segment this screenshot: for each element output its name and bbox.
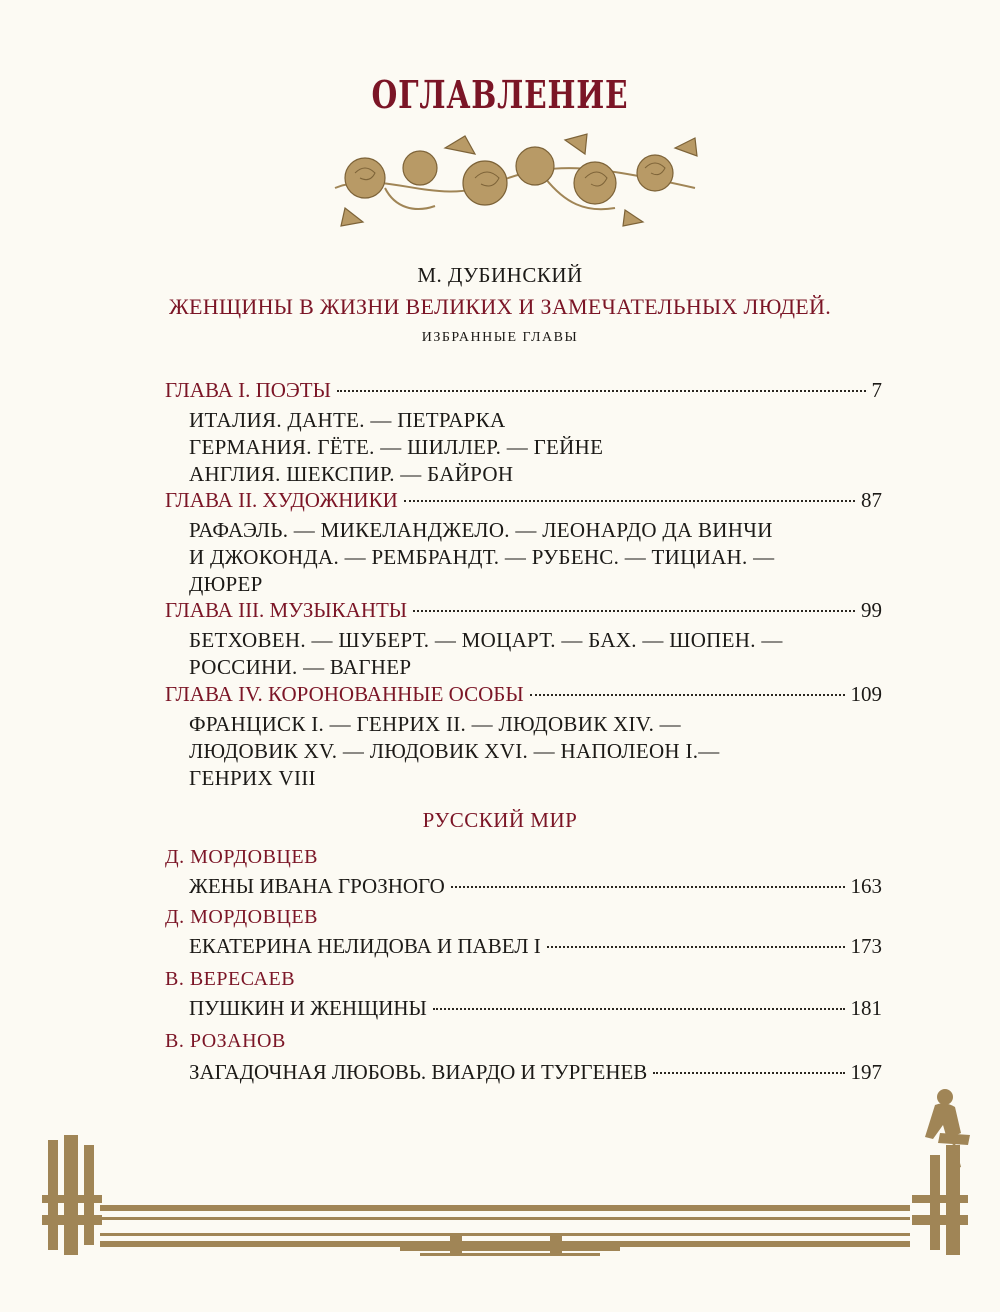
page-number: 181 <box>850 996 882 1020</box>
toc-work[interactable] <box>189 934 882 959</box>
work-title: ПУШКИН И ЖЕНЩИНЫ <box>189 996 427 1020</box>
book-subtitle: ИЗБРАННЫЕ ГЛАВЫ <box>421 330 579 345</box>
chapter-subline: ЛЮДОВИК XV. — ЛЮДОВИК XVI. — НАПОЛЕОН I.— <box>189 739 720 763</box>
page-number: 99 <box>861 598 882 622</box>
toc-chapter[interactable] <box>165 378 882 488</box>
dot-leader <box>653 1072 844 1074</box>
chapter-subline: АНГЛИЯ. ШЕКСПИР. — БАЙРОН <box>189 462 514 486</box>
work-title: ЕКАТЕРИНА НЕЛИДОВА И ПАВЕЛ I <box>189 934 541 958</box>
chapter-subline: БЕТХОВЕН. — ШУБЕРТ. — МОЦАРТ. — БАХ. — ШОПЕН. — <box>189 628 783 652</box>
page-number: 87 <box>861 488 882 512</box>
work-title: ЖЕНЫ ИВАНА ГРОЗНОГО <box>189 874 445 898</box>
work-author: В. ВЕРЕСАЕВ <box>165 968 296 990</box>
dot-leader <box>530 694 845 696</box>
dot-leader <box>547 946 845 948</box>
page-number: 7 <box>871 378 882 402</box>
chapter-label: ГЛАВА I. ПОЭТЫ <box>165 378 331 402</box>
page-title: ОГЛАВЛЕНИЕ <box>371 72 629 117</box>
page-number: 197 <box>850 1060 882 1084</box>
dot-leader <box>337 390 866 392</box>
toc-work[interactable] <box>189 996 882 1021</box>
dot-leader <box>433 1008 845 1010</box>
book-author: М. ДУБИНСКИЙ <box>417 263 583 287</box>
dot-leader <box>413 610 855 612</box>
chapter-subline: ФРАНЦИСК I. — ГЕНРИХ II. — ЛЮДОВИК XIV. — <box>189 712 681 736</box>
work-title: ЗАГАДОЧНАЯ ЛЮБОВЬ. ВИАРДО И ТУРГЕНЕВ <box>189 1060 648 1084</box>
chapter-subline: ГЕРМАНИЯ. ГЁТЕ. — ШИЛЛЕР. — ГЕЙНЕ <box>189 435 604 459</box>
page-number: 109 <box>850 682 882 706</box>
section-title: РУССКИЙ МИР <box>422 808 578 832</box>
work-author: Д. МОРДОВЦЕВ <box>165 846 318 868</box>
chapter-label: ГЛАВА III. МУЗЫКАНТЫ <box>165 598 408 622</box>
chapter-subline: И ДЖОКОНДА. — РЕМБРАНДТ. — РУБЕНС. — ТИЦИАН. — <box>189 545 775 569</box>
chapter-subline: ДЮРЕР <box>189 572 263 596</box>
chapter-subline: РОССИНИ. — ВАГНЕР <box>189 655 412 679</box>
art-deco-frame-icon <box>40 1085 970 1265</box>
toc-chapter[interactable] <box>165 682 882 792</box>
chapter-subline: ГЕНРИХ VIII <box>189 766 316 790</box>
dot-leader <box>404 500 855 502</box>
chapter-subline: ИТАЛИЯ. ДАНТЕ. — ПЕТРАРКА <box>189 408 506 432</box>
toc-chapter[interactable] <box>165 598 882 681</box>
page-number: 163 <box>850 874 882 898</box>
dot-leader <box>451 886 845 888</box>
toc-work[interactable] <box>189 1060 882 1085</box>
rose-garland-icon <box>325 128 705 228</box>
work-author: В. РОЗАНОВ <box>165 1030 286 1052</box>
chapter-label: ГЛАВА IV. КОРОНОВАННЫЕ ОСОБЫ <box>165 682 524 706</box>
toc-chapter[interactable] <box>165 488 882 598</box>
chapter-label: ГЛАВА II. ХУДОЖНИКИ <box>165 488 398 512</box>
toc-work[interactable] <box>189 874 882 899</box>
page-number: 173 <box>850 934 882 958</box>
work-author: Д. МОРДОВЦЕВ <box>165 906 318 928</box>
book-title: ЖЕНЩИНЫ В ЖИЗНИ ВЕЛИКИХ И ЗАМЕЧАТЕЛЬНЫХ ЛЮДЕЙ. <box>168 294 831 319</box>
chapter-subline: РАФАЭЛЬ. — МИКЕЛАНДЖЕЛО. — ЛЕОНАРДО ДА ВИНЧИ <box>189 518 773 542</box>
